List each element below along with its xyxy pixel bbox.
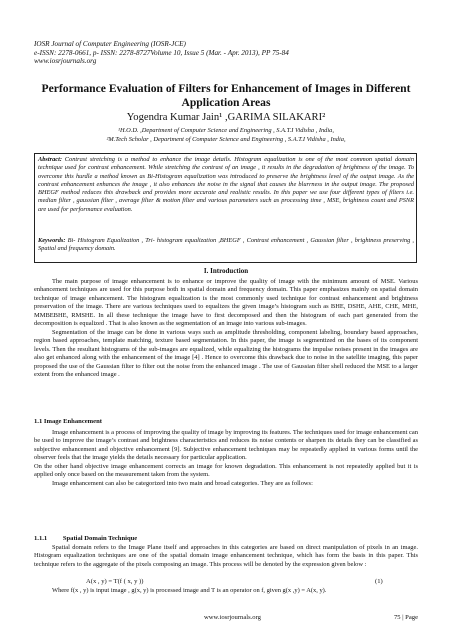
spatial-domain-body [34,544,418,569]
subsubsection-heading [34,535,137,542]
keywords-text: Bi- Histogram Equalization , Tri- histogram equalization ,BHEGF , Contrast enhancement , Gaussian filter , brightness preserving , Spatial and frequency domain. [38,237,414,253]
affiliation-1: ¹H.O.D. ,Department of Computer Science and Engineering , S.A.T.I Vidisha , India, [118,127,334,134]
paragraph: Image enhancement is a process of improving the quality of image by improving its features. The techniques used for image enhancement can be used to improve the image’s contrast and brightness characteristics and reduces its noise contents or sharpen its details they can be classified as subjective enhancement and objective enhancement [9]. Subjective enhancement techniques may be repeatedly applied in various forms until the observer feels that the image yields the details necessary for particular application. [34,429,418,462]
journal-name: IOSR Journal of Computer Engineering (IOSR-JCE) [34,40,186,48]
introduction-body [34,278,418,379]
image-enhancement-body [34,429,418,488]
abstract-label: Abstract: [38,156,62,163]
keywords-label: Keywords: [38,237,66,244]
subsubsection-title: Spatial Domain Technique [62,535,138,542]
subsection-heading-image-enhancement: 1.1 Image Enhancement [34,418,102,425]
paragraph: Segmentation of the image can be done in various ways such as amplitude thresholding, component labeling, boundary based approaches, region based approaches, template matching, texture based segmentation. In this paper, the image is segmentized on the bases of its component levels. Then the resultant histograms of the sub-images are equalized, while equalizing the histograms the impulse noises present in the images are also get enhanced along with the enhancement of the image [4] . Hence to overcome this drawback due to noise in the satellite imaging, this paper proposed the use of the Gaussian filter to filter out the noise from the enhanced image . The use of Gaussian filter shell reduced the MSE to a larger extent from the enhanced image . [34,328,418,378]
abstract [38,156,414,214]
page-number: 75 | Page [393,614,418,621]
section-heading-introduction: I. Introduction [203,267,249,275]
paragraph: The main purpose of image enhancement is to enhance or improve the quality of image with the minimum amount of MSE. Various enhancement techniques are used for this purpose both in spatial domain and frequency domain. This paper emphasizes mainly on spatial domain technique of image enhancement. The histogram equalization is the most commonly used technique for contrast enhancement and brightness preservation of the image. There are various techniques used to equalizes the given image’s histogram such as BHE, DSHE, AHE, CHE, MHE, MMBEBHE, RMSHE. In all these technique the image have to first decomposed and then the histogram of each part generated from the decomposition is equalized . That is also known as the segmentation of an image into various sub-images. [34,278,418,328]
subsubsection-number: 1.1.1 [34,535,48,542]
paper-title: Performance Evaluation of Filters for Enhancement of Images in Different Application Areas [41,82,411,109]
footer-url[interactable]: www.iosrjournals.org [204,614,261,621]
paragraph: Spatial domain refers to the Image Plane itself and approaches in this categories are based on direct manipulation of pixels in an image. Histogram equalization techniques are one of the spatial domain image enhancement technique, which has form the basis in this paper. This technique refers to the aggregate of the pixels composing an image. This process will be denoted by the expression given below : [34,544,418,568]
keywords [38,237,414,254]
journal-issn: e-ISSN: 2278-0661, p- ISSN: 2278-8727Volume 10, Issue 5 (Mar. - Apr. 2013), PP 75-84 [34,48,289,57]
paragraph: Image enhancement can also be categorized into two main and broad categories. They are as follows: [52,479,313,487]
equation-explanation: Where f(x , y) is input image , g(x, y) is processed image and T is an operator on f, given g(x ,y) = A(x, y). [52,587,327,594]
journal-site[interactable]: www.iosrjournals.org [34,57,97,66]
equation: A(x , y) = T(f ( x, y )) [86,578,144,585]
journal-header [34,40,289,66]
paper-authors: Yogendra Kumar Jain¹ ,GARIMA SILAKARI² [126,112,326,123]
equation-number: (1) [375,578,383,585]
affiliation-2: ²M.Tech Scholar , Department of Computer Science and Engineering , S.A.T.I Vidisha , India, [106,136,346,143]
abstract-text: Contrast stretching is a method to enhance the image details. Histogram equalization is one of the most common spatial domain technique used for contrast enhancement. While stretching the contrast of an image , it results in the degradation of brightness of the image. To overcome this hurdle a method known as Bi-Histogram equalization was introduced to preserve the brightness level of the output image. As the contrast enhancement enhances the image , it also enhances the noise in the signal that causes the blurrness in the output image. The proposed BHEGF method reduces this drawback and provides more accurate and realistic results. In this paper we use four different types of filters i.e. median filter , gaussian filter , average filter & motion filter and various parameters such as processing time , MSE, brightness count and PSNR are used for performance evaluation. [38,156,414,213]
paragraph: On the other hand objective image enhancement corrects an image for known degradation. This enhancement is not repeatedly applied but it is applied only once based on the measurement taken from the system. [34,462,418,479]
